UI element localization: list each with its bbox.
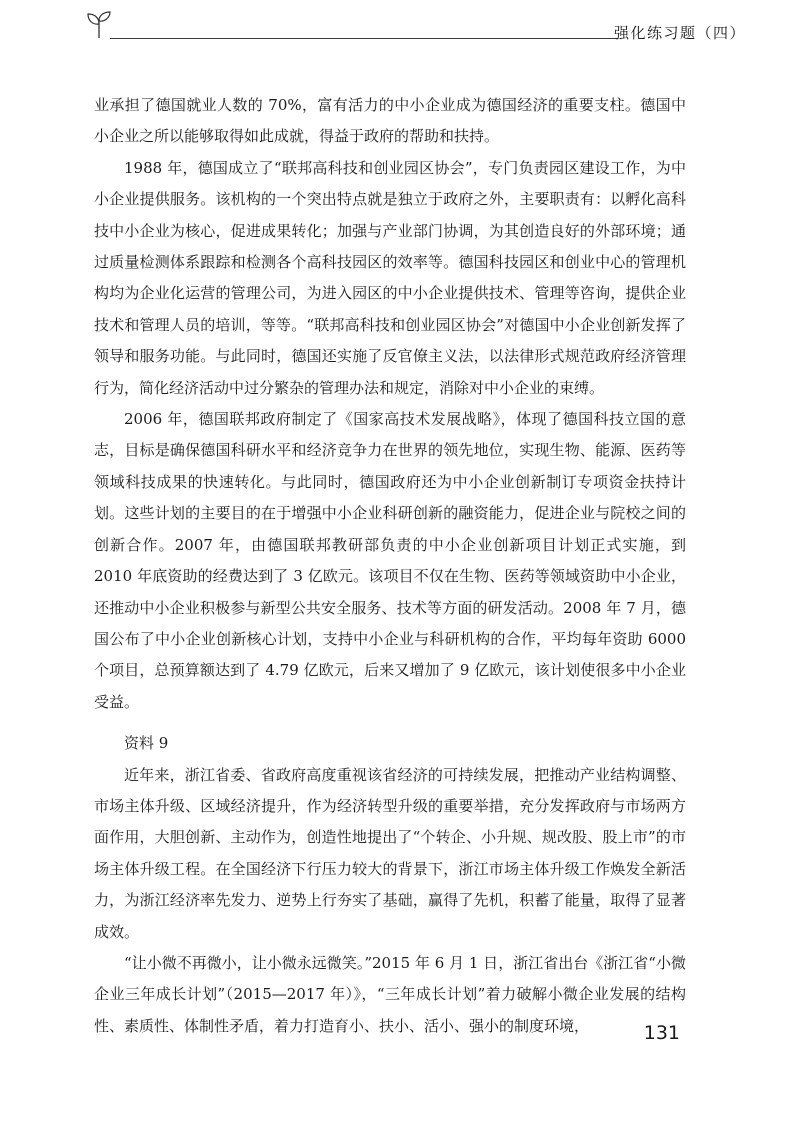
paragraph: 1988 年，德国成立了“联邦高科技和创业园区协会”，专门负责园区建设工作，为中小企业提供服务。该机构的一个突出特点就是独立于政府之外，主要职责有：以孵化高科技中小企业为核心，促进成果转化；加强与产业部门协调，为其创造良好的外部环境；通过质量检测体系跟踪和检测各个高科技园区的效率等。德国科技园区和创业中心的管理机构均为企业化运营的管理公司，为进入园区的中小企业提供技术、管理等咨询，提供企业技术和管理人员的培训，等等。“联邦高科技和创业园区协会”对德国中小企业创新发挥了领导和服务功能。与此同时，德国还实施了反官僚主义法，以法律形式规范政府经济管理行为，简化经济活动中过分繁杂的管理办法和规定，消除对中小企业的束缚。 [94, 158, 686, 397]
page-number: 131 [643, 1022, 680, 1044]
section-heading: 资料 9 [124, 734, 169, 753]
paragraph: 2006 年，德国联邦政府制定了《国家高技术发展战略》，体现了德国科技立国的意志，目标是确保德国科研水平和经济竞争力在世界的领先地位，实现生物、能源、医药等领域科技成果的快速转化。与此同时，德国政府还为中小企业创新制订专项资金扶持计划。这些计划的主要目的在于增强中小企业科研创新的融资能力，促进企业与院校之间的创新合作。2007 年，由德国联邦教研部负责的中小企业创新项目计划正式实施，到 2010 年底资助的经费达到了 3 亿欧元。该项目不仅在生物、医药等领域资助中小企业，还推动中小企业积极参与新型公共安全服务、技术等方面的研发活动。2008 年 7 月，德国公布了中小企业创新核心计划，支持中小企业与科研机构的合作，平均每年资助 6000 个项目，总预算额达到了 4.79 亿欧元，后来又增加了 9 亿欧元，该计划使很多中小企业受益。 [94, 410, 686, 711]
sprout-icon [86, 8, 112, 40]
body-text [94, 90, 686, 1042]
paragraph: 业承担了德国就业人数的 70%，富有活力的中小企业成为德国经济的重要支柱。德国中小企业之所以能够取得如此成就，得益于政府的帮助和扶持。 [94, 96, 686, 146]
paragraph: 近年来，浙江省委、省政府高度重视该省经济的可持续发展，把推动产业结构调整、市场主体升级、区域经济提升，作为经济转型升级的重要举措，充分发挥政府与市场两方面作用，大胆创新、主动作为，创造性地提出了“个转企、小升规、规改股、股上市”的市场主体升级工程。在全国经济下行压力较大的背景下，浙江市场主体升级工作焕发全新活力，为浙江经济率先发力、逆势上行夯实了基础，赢得了先机，积蓄了能量，取得了显著成效。 [94, 765, 686, 941]
running-header [86, 8, 746, 48]
paragraph: “让小微不再微小，让小微永远微笑。”2015 年 6 月 1 日，浙江省出台《浙江省“小微企业三年成长计划”（2015—2017 年）》，“三年成长计划”着力破解小微企业发展的结构性、素质性、体制性矛盾，着力打造育小、扶小、活小、强小的制度环境， [94, 953, 686, 1035]
header-rule [110, 38, 618, 39]
running-title: 强化练习题（四） [613, 24, 746, 42]
